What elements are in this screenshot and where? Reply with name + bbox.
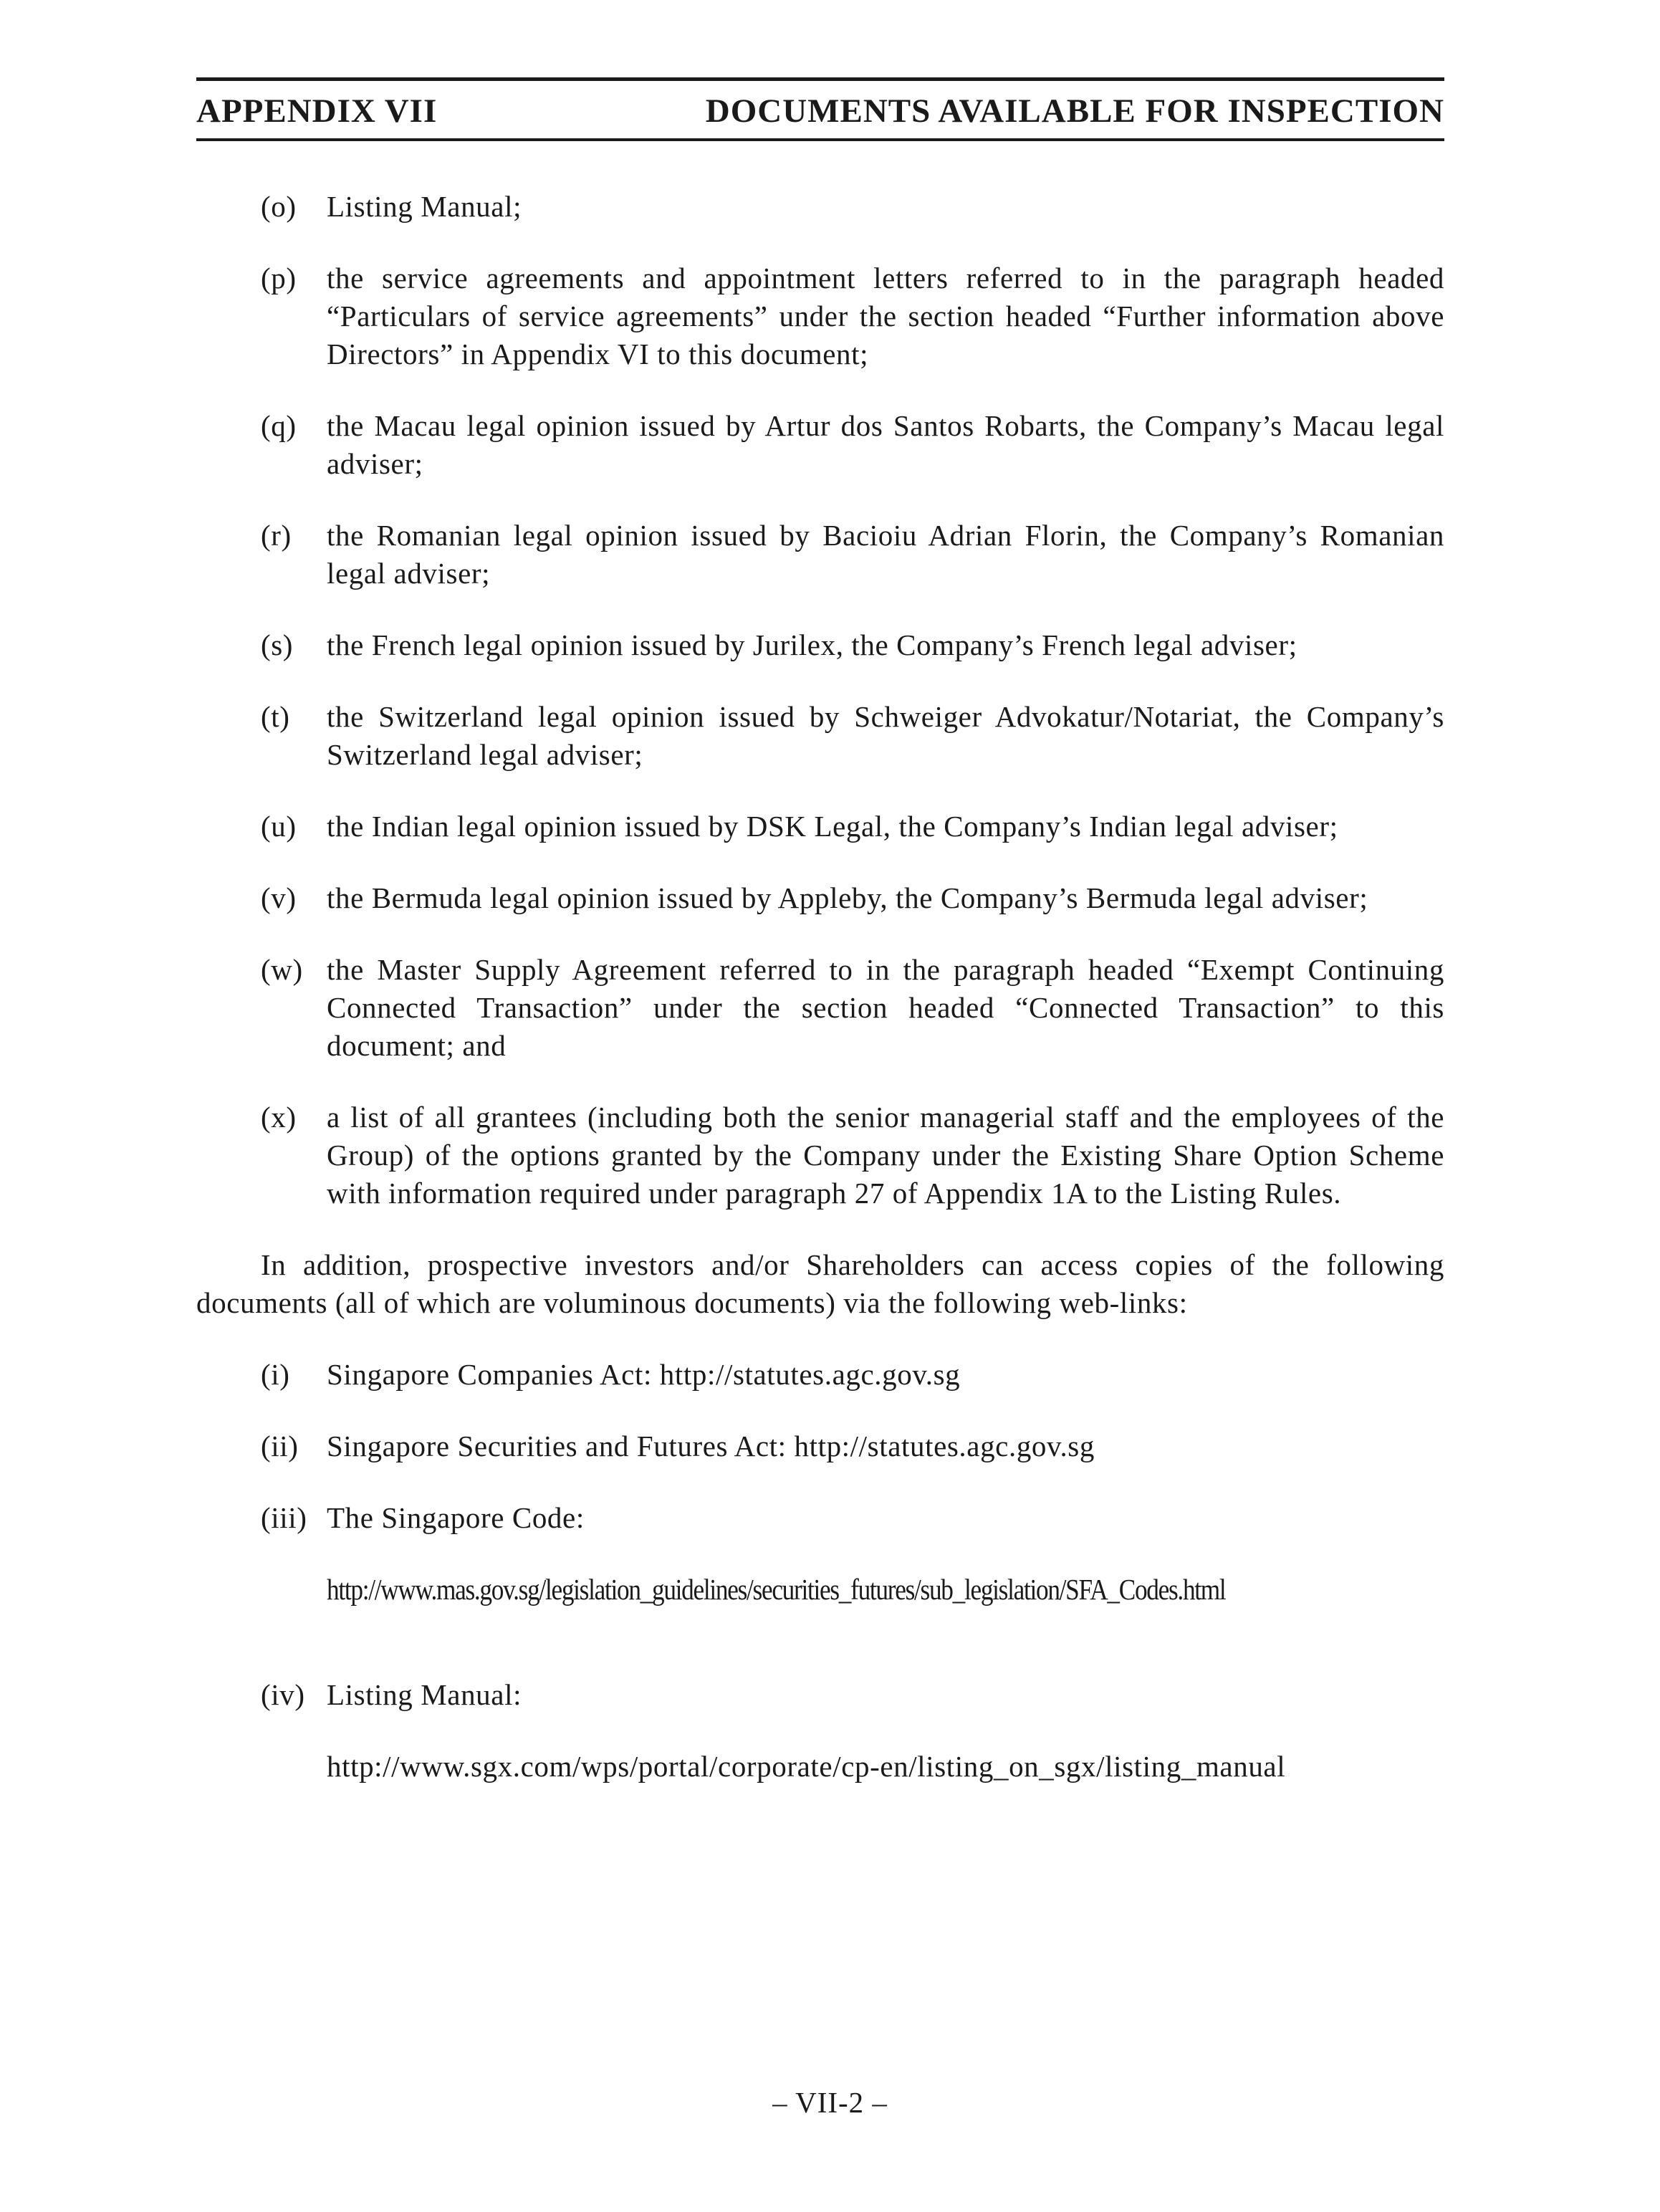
item-label: (ii) (261, 1430, 299, 1462)
header-row (196, 81, 1444, 138)
link-item-i (196, 1356, 1444, 1394)
item-label: (iii) (261, 1501, 307, 1534)
item-text: the Switzerland legal opinion issued by Schweiger Advokatur/Notariat, the Company’s Switzerland legal adviser; (327, 700, 1444, 771)
item-label: (x) (261, 1101, 297, 1134)
list-item-u (196, 808, 1444, 846)
appendix-title: APPENDIX VII (196, 92, 438, 130)
list-item-p (196, 259, 1444, 373)
list-item-w (196, 951, 1444, 1065)
item-text: the French legal opinion issued by Jurilex, the Company’s French legal adviser; (327, 628, 1297, 661)
link-text: The Singapore Code: (327, 1501, 585, 1534)
item-label: (s) (261, 628, 294, 661)
item-text: the service agreements and appointment letters referred to in the paragraph headed “Particulars of service agreements” under the section headed “Further information above Directors” in Appendix VI to this document; (327, 262, 1444, 370)
document-body (196, 188, 1444, 1819)
page-header (196, 77, 1444, 141)
link-text: Singapore Securities and Futures Act: http://statutes.agc.gov.sg (327, 1430, 1095, 1462)
item-text: the Indian legal opinion issued by DSK Legal, the Company’s Indian legal adviser; (327, 810, 1338, 843)
list-item-o (196, 188, 1444, 226)
list-item-r (196, 517, 1444, 593)
header-bottom-rule (196, 138, 1444, 141)
item-label: (r) (261, 519, 292, 552)
link-url-row-iii (196, 1571, 1444, 1642)
link-text: Listing Manual: (327, 1678, 522, 1711)
list-item-q (196, 407, 1444, 483)
list-item-x (196, 1098, 1444, 1212)
item-label: (iv) (261, 1678, 305, 1711)
sfa-codes-url[interactable]: http://www.mas.gov.sg/legislation_guidelines/securities_futures/sub_legislation/SFA_Codes.html (327, 1573, 1226, 1606)
item-text: the Master Supply Agreement referred to in the paragraph headed “Exempt Continuing Connected Transaction” under the section headed “Connected Transaction” to this document; and (327, 953, 1444, 1062)
page-number: – VII-2 – (772, 2086, 888, 2119)
list-item-s (196, 626, 1444, 664)
item-text: Listing Manual; (327, 190, 522, 223)
list-item-t (196, 698, 1444, 774)
item-label: (p) (261, 262, 297, 295)
link-item-iii (196, 1499, 1444, 1537)
item-label: (t) (261, 700, 290, 733)
item-text: the Macau legal opinion issued by Artur dos Santos Robarts, the Company’s Macau legal adviser; (327, 409, 1444, 480)
item-text: the Romanian legal opinion issued by Bacioiu Adrian Florin, the Company’s Romanian legal adviser; (327, 519, 1444, 590)
link-text: Singapore Companies Act: http://statutes.agc.gov.sg (327, 1358, 961, 1391)
item-label: (v) (261, 881, 297, 914)
item-label: (q) (261, 409, 297, 442)
listing-manual-url[interactable]: http://www.sgx.com/wps/portal/corporate/cp-en/listing_on_sgx/listing_manual (327, 1750, 1286, 1783)
item-label: (i) (261, 1358, 290, 1391)
section-title: DOCUMENTS AVAILABLE FOR INSPECTION (705, 92, 1444, 130)
item-text: a list of all grantees (including both the senior managerial staff and the employees of the Group) of the options granted by the Company under the Existing Share Option Scheme with information required under paragraph 27 of Appendix 1A to the Listing Rules. (327, 1101, 1444, 1210)
item-label: (u) (261, 810, 297, 843)
link-item-ii (196, 1427, 1444, 1465)
list-item-v (196, 879, 1444, 917)
item-label: (o) (261, 190, 297, 223)
item-label: (w) (261, 953, 303, 986)
link-item-iv (196, 1676, 1444, 1714)
addition-paragraph: In addition, prospective investors and/or Shareholders can access copies of the following documents (all of which are voluminous documents) via the following web-links: (196, 1248, 1444, 1319)
item-text: the Bermuda legal opinion issued by Appleby, the Company’s Bermuda legal adviser; (327, 881, 1368, 914)
